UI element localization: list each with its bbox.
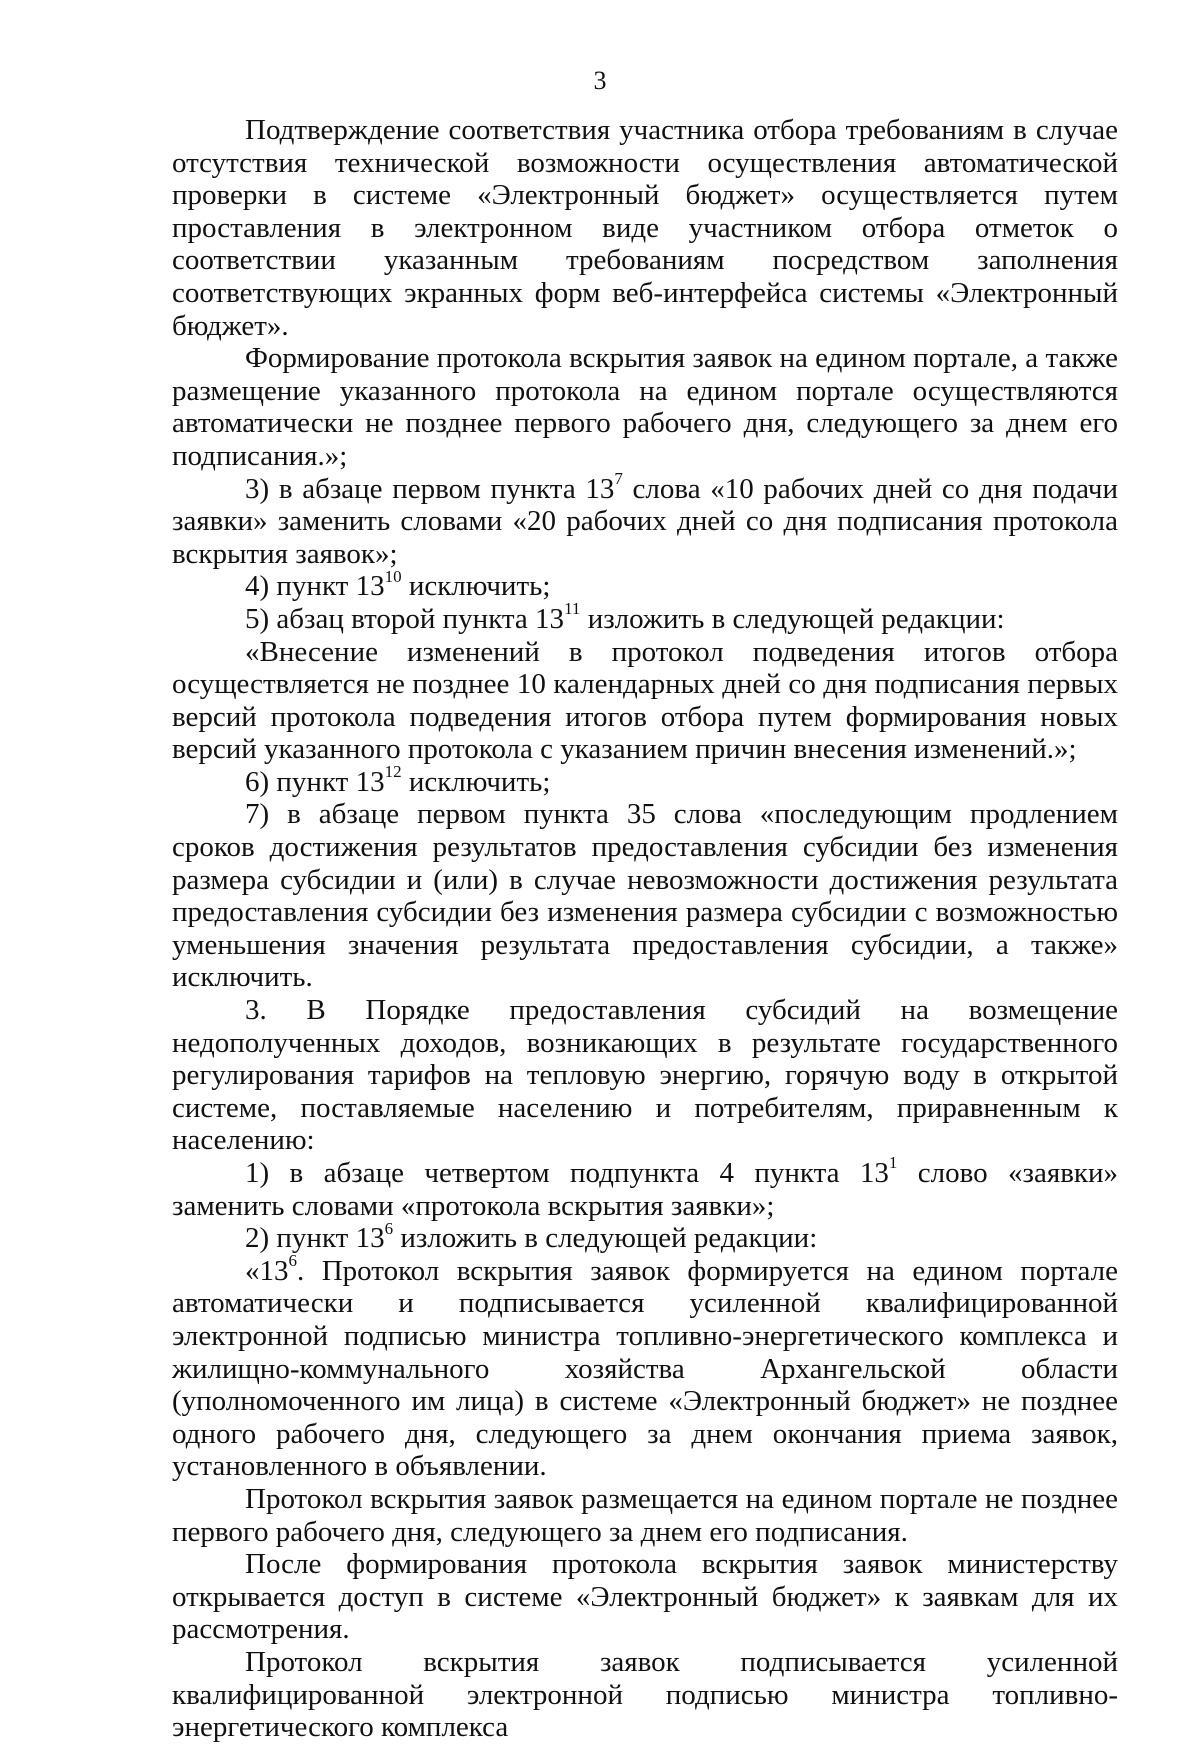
paragraph-12 [172, 1251, 1118, 1483]
superscript: 6 [384, 1218, 394, 1238]
paragraph-text: 6) пункт 13 [245, 765, 385, 798]
paragraph-text: 5) абзац второй пункта 13 [245, 602, 565, 635]
paragraph-8 [172, 798, 1118, 994]
paragraph-11 [172, 1218, 1118, 1255]
paragraph-text: Подтверждение соответствия участника отбора требованиям в случае отсутствия технической возможности осуществления автоматической проверки в системе «Электронный бюджет» осуществляется путем проставления в электронном виде участником отбора отметок о соответствии указанным требованиям посредством заполнения соответствующих экранных форм веб-интерфейса системы «Электронный бюджет». [172, 114, 1118, 342]
paragraph-3 [172, 468, 1118, 571]
superscript: 12 [384, 762, 402, 782]
paragraph-text: «13 [245, 1254, 289, 1287]
paragraph-15 [172, 1646, 1118, 1744]
paragraph-text: . Протокол вскрытия заявок формируется на едином портале автоматически и подписывается усиленной квалифицированной электронной подписью министра топливно-энергетического комплекса и жилищно-коммунального хозяйства Архангельской области (уполномоченного им лица) в системе «Электронный бюджет» не позднее одного рабочего дня, следующего за днем окончания приема заявок, установленного в объявлении. [172, 1254, 1118, 1483]
paragraph-text: изложить в следующей редакции: [393, 1222, 818, 1255]
paragraph-text: «Внесение изменений в протокол подведения итогов отбора осуществляется не позднее 10 календарных дней со дня подписания первых версий протокола подведения итогов отбора путем формирования новых версий указанного протокола с указанием причин внесения изменений.»; [172, 635, 1118, 766]
superscript: 7 [614, 468, 623, 488]
paragraph-text: 3. В Порядке предоставления субсидий на возмещение недополученных доходов, возникающих в результате государственного регулирования тарифов на тепловую энергию, горячую воду в открытой системе, поставляемые населению и потребителям, приравненным к населению: [172, 994, 1118, 1157]
paragraph-text: слова «10 рабочих дней со дня подачи заявки» заменить словами «20 рабочих дней со дня подписания протокола вскрытия заявок»; [172, 472, 1118, 570]
paragraph-text: Протокол вскрытия заявок подписывается усиленной квалифицированной электронной подписью министра топливно-энергетического комплекса [172, 1645, 1118, 1744]
paragraph-5 [172, 599, 1118, 636]
paragraph-10 [172, 1153, 1118, 1222]
superscript: 6 [288, 1251, 297, 1271]
superscript: 11 [564, 599, 581, 619]
paragraph-9 [172, 994, 1118, 1157]
paragraph-text: После формирования протокола вскрытия заявок министерству открывается доступ в системе «Электронный бюджет» к заявкам для их рассмотрения. [172, 1548, 1118, 1646]
superscript: 1 [888, 1153, 898, 1173]
paragraph-1 [172, 114, 1118, 342]
paragraph-13 [172, 1483, 1118, 1548]
page-number: 3 [593, 66, 607, 95]
paragraph-text: 3) в абзаце первом пункта 13 [245, 472, 615, 505]
paragraph-14 [172, 1548, 1118, 1646]
paragraph-text: исключить; [401, 765, 551, 798]
paragraph-text: 2) пункт 13 [245, 1222, 385, 1255]
paragraph-text: 7) в абзаце первом пункта 35 слова «последующим продлением сроков достижения результатов предоставления субсидии без изменения размера субсидии и (или) в случае невозможности достижения результата предоставления субсидии без изменения размера субсидии с возможностью уменьшения значения результата предоставления субсидии, а также» исключить. [172, 798, 1118, 994]
paragraph-text: Формирование протокола вскрытия заявок на едином портале, а также размещение указанного протокола на едином портале осуществляются автоматически не позднее первого рабочего дня, следующего за днем его подписания.»; [172, 342, 1118, 472]
paragraph-text: 1) в абзаце четвертом подпункта 4 пункта 13 [245, 1157, 889, 1189]
paragraph-text: слово «заявки» заменить словами «протокола вскрытия заявки»; [172, 1157, 1118, 1222]
paragraph-4 [172, 566, 1118, 603]
paragraph-text: изложить в следующей редакции: [580, 602, 1005, 635]
superscript: 10 [384, 566, 402, 586]
document-body [172, 114, 1118, 1744]
paragraph-text: 4) пункт 13 [245, 570, 385, 603]
paragraph-text: исключить; [401, 570, 551, 603]
paragraph-7 [172, 762, 1118, 799]
paragraph-text: Протокол вскрытия заявок размещается на едином портале не позднее первого рабочего дня, следующего за днем его подписания. [172, 1482, 1118, 1548]
paragraph-2 [172, 342, 1118, 472]
paragraph-6 [172, 636, 1118, 766]
